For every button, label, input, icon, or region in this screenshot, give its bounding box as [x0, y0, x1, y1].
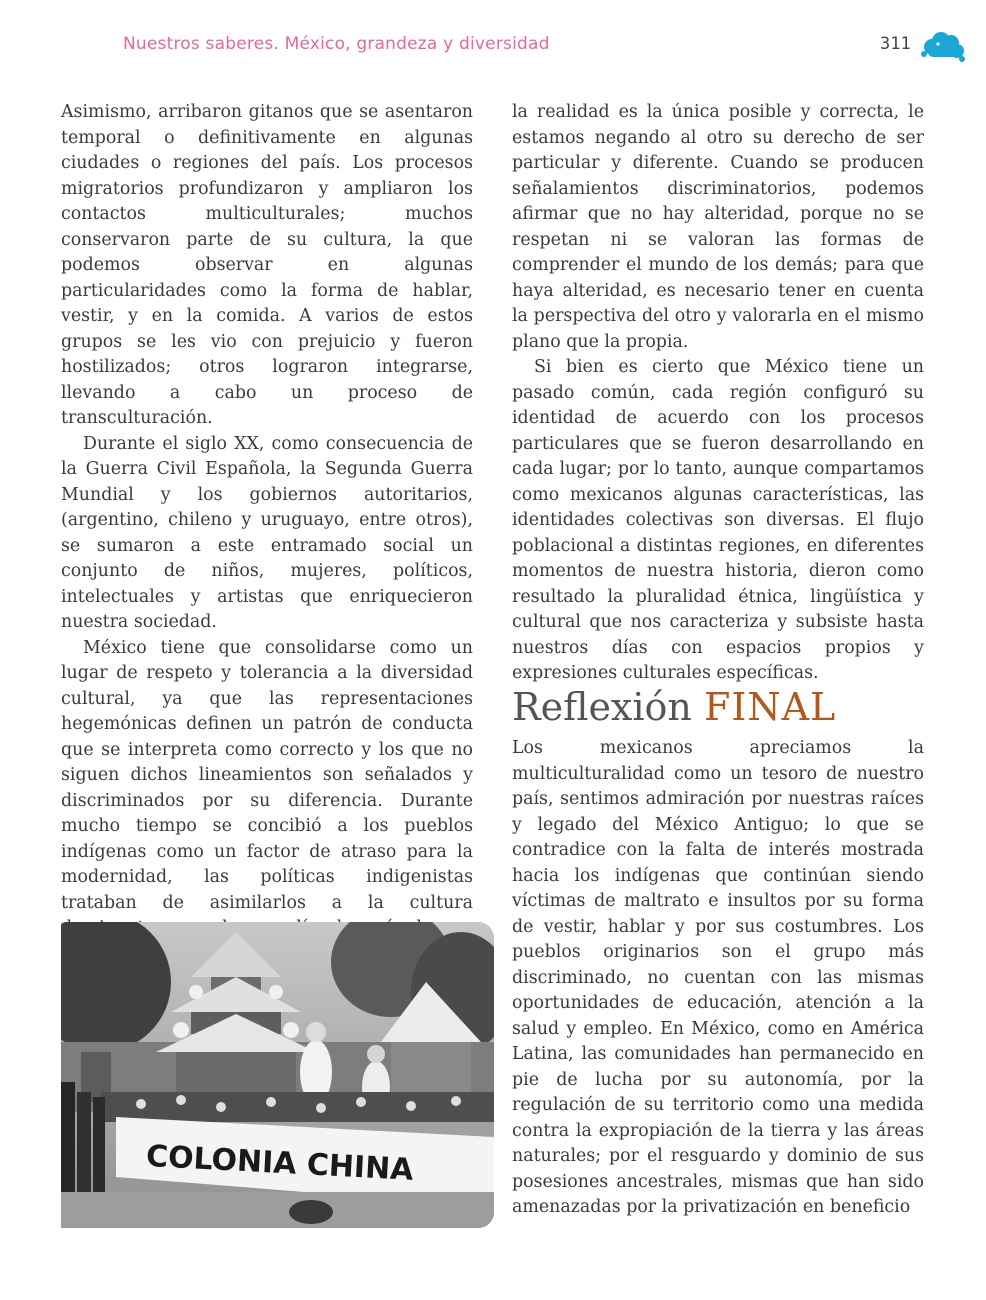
- reflection-section: [512, 736, 924, 1221]
- right-column: [512, 100, 924, 687]
- paragraph: la realidad es la única posible y correcta, le estamos negando al otro su derecho de ser particular y diferente. Cuando se producen señalamientos discriminatorios, podemos afirmar que no hay alteridad, porque no se respetan ni se valoran las formas de comprender el mundo de los demás; para que haya alteridad, es necesario tener en cuenta la perspectiva del otro y valorarla en el mismo plano que la propia.: [512, 102, 924, 352]
- page-number: 311: [880, 34, 911, 54]
- section-heading-accent: FINAL: [703, 685, 837, 729]
- paragraph: Asimismo, arribaron gitanos que se asentaron temporal o definitivamente en algunas ciudades o regiones del país. Los procesos migratorios profundizaron y ampliaron los contactos multiculturales; muchos conservaron parte de su cultura, la que podemos observar en algunas particularidades como la forma de hablar, vestir, y en la comida. A varios de estos grupos se les vio con prejuicio y fueron hostilizados; otros lograron integrarse, llevando a cabo un proceso de transculturación.: [61, 102, 473, 428]
- historical-photo: [61, 922, 494, 1228]
- paragraph: México tiene que consolidarse como un lugar de respeto y tolerancia a la diversidad cultural, ya que las representaciones hegemónicas definen un patrón de conducta que se interpreta como correcto y los que no siguen dichos lineamientos son señalados y discriminados por su diferencia. Durante mucho tiempo se concibió a los pueblos indígenas como un factor de atraso para la modernidad, las políticas indigenistas trataban de asimilarlos a la cultura: [61, 637, 473, 913]
- section-heading: [512, 684, 836, 730]
- running-head: Nuestros saberes. México, grandeza y diversidad: [123, 34, 550, 54]
- paragraph: Si bien es cierto que México tiene un pasado común, cada región configuró su identidad de acuerdo con los procesos particulares que se fueron desarrollando en cada lugar; por lo tanto, aunque compartamos como mexicanos algunas características, las identidades colectivas son diversas. El flujo poblacional a distintas regiones, en diferentes momentos de nuestra historia, dieron como resultado la pluralidad étnica, lingüística y cultural que nos caracteriza y subsiste hasta nuestros días con espacios propios y expresiones culturales específicas.: [512, 357, 924, 683]
- paragraph: Durante el siglo XX, como consecuencia de la Guerra Civil Española, la Segunda Guerra Mundial y los gobiernos autoritarios, (argentino, chileno y uruguayo, entre otros), se sumaron a este entramado social un conjunto de niños, mujeres, políticos, intelectuales y artistas que enriquecieron nuestra sociedad.: [61, 433, 473, 632]
- section-heading-word: Reflexión: [512, 685, 692, 729]
- left-column: [61, 100, 473, 1018]
- cloud-logo-icon: [920, 30, 966, 64]
- float-banner: COLONIA CHINA: [145, 1138, 415, 1188]
- paragraph: Los mexicanos apreciamos la multiculturalidad como un tesoro de nuestro país, sentimos admiración por nuestras raíces y legado del México Antiguo; lo que se contradice con la falta de interés mostrada hacia los indígenas que continúan siendo víctimas de maltrato e insultos por su forma de vestir, hablar y por sus costumbres. Los pueblos originarios son el grupo más discriminado, no cuentan con las mismas oportunidades de educación, atención a la salud y empleo. En México, como en América Latina, las comunidades han permanecido en pie de lucha por su autonomía, por la regulación de su territorio como una medida contra la expropiación de la tierra y las áreas naturales; por el resguardo y dominio de sus posesiones ancestrales, mismas que han sido amenazadas por la privatización en beneficio: [512, 738, 924, 1217]
